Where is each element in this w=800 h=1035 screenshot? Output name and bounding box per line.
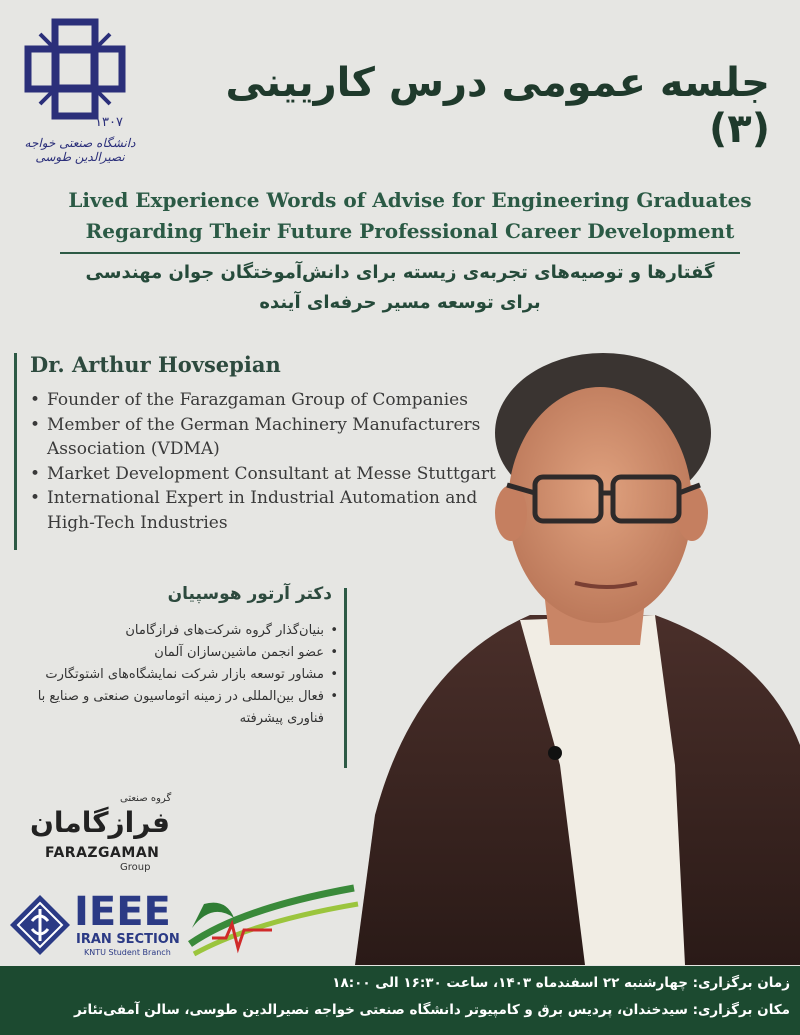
bio-item: • Founder of the Farazgaman Group of Companies (30, 388, 500, 413)
university-logo-icon (20, 14, 130, 124)
subtitle-english-line2: Regarding Their Future Professional Career Development (85, 219, 735, 243)
university-year: ۱۳۰۷ (95, 115, 123, 130)
ieee-section: IRAN SECTION (76, 932, 180, 947)
ieee-logo-icon (8, 893, 72, 957)
bio-item: • بنیان‌گذار گروه شرکت‌های فرازگامان (8, 620, 338, 642)
ieee-wordmark: IEEE (74, 889, 171, 935)
speaker-bio-english (30, 388, 500, 535)
university-name: دانشگاه صنعتی خواجه نصیرالدین طوسی (24, 136, 136, 164)
bio-item: • عضو انجمن ماشین‌سازان آلمان (8, 642, 338, 664)
event-place: مکان برگزاری: سیدخندان، پردیس برق و کامپیوتر دانشگاه صنعتی خواجه نصیرالدین طوسی، سالن آمفی‌تئاتر (73, 1002, 790, 1018)
bio-item: • Market Development Consultant at Messe Stuttgart (30, 462, 500, 487)
bio-item: • International Expert in Industrial Automation and High-Tech Industries (30, 486, 500, 535)
subtitle-persian (40, 258, 760, 318)
sponsor-name-persian: فرازگامان (29, 806, 170, 839)
bio-item: • مشاور توسعه بازار شرکت نمایشگاه‌های اشتوتگارت (8, 664, 338, 686)
speaker-name-english: Dr. Arthur Hovsepian (30, 352, 281, 377)
divider (60, 252, 740, 254)
event-time: زمان برگزاری: چهارشنبه ۲۲ اسفندماه ۱۴۰۳، ساعت ۱۶:۳۰ الی ۱۸:۰۰ (332, 975, 790, 991)
speaker-bio-persian (8, 620, 338, 730)
subtitle-english-line1: Lived Experience Words of Advise for Engineering Graduates (68, 188, 752, 212)
persian-section-bar (344, 588, 347, 768)
subtitle-persian-line1: گفتارها و توصیه‌های تجربه‌ی زیسته برای دانش‌آموختگان جوان مهندسی (85, 262, 715, 283)
ieee-branch: KNTU Student Branch (84, 948, 171, 957)
sponsor-group-label: گروه صنعتی (120, 793, 172, 804)
subtitle-english (60, 185, 760, 247)
bio-item: • Member of the German Machinery Manufacturers Association (VDMA) (30, 413, 500, 462)
sponsor-name-english: FARAZGAMAN (45, 845, 160, 861)
sponsor-sub: Group (120, 862, 151, 873)
bio-item: • فعال بین‌المللی در زمینه اتوماسیون صنعتی و صنایع با فناوری پیشرفته (8, 686, 338, 730)
page-title: جلسه عمومی درس کاریینی (۳) (225, 60, 770, 152)
speaker-name-persian: دکتر آرتور هوسپیان (167, 584, 332, 604)
english-section-bar (14, 353, 17, 550)
subtitle-persian-line2: برای توسعه مسیر حرفه‌ای آینده (259, 292, 541, 313)
smart-grid-society-logo-icon (182, 882, 362, 962)
